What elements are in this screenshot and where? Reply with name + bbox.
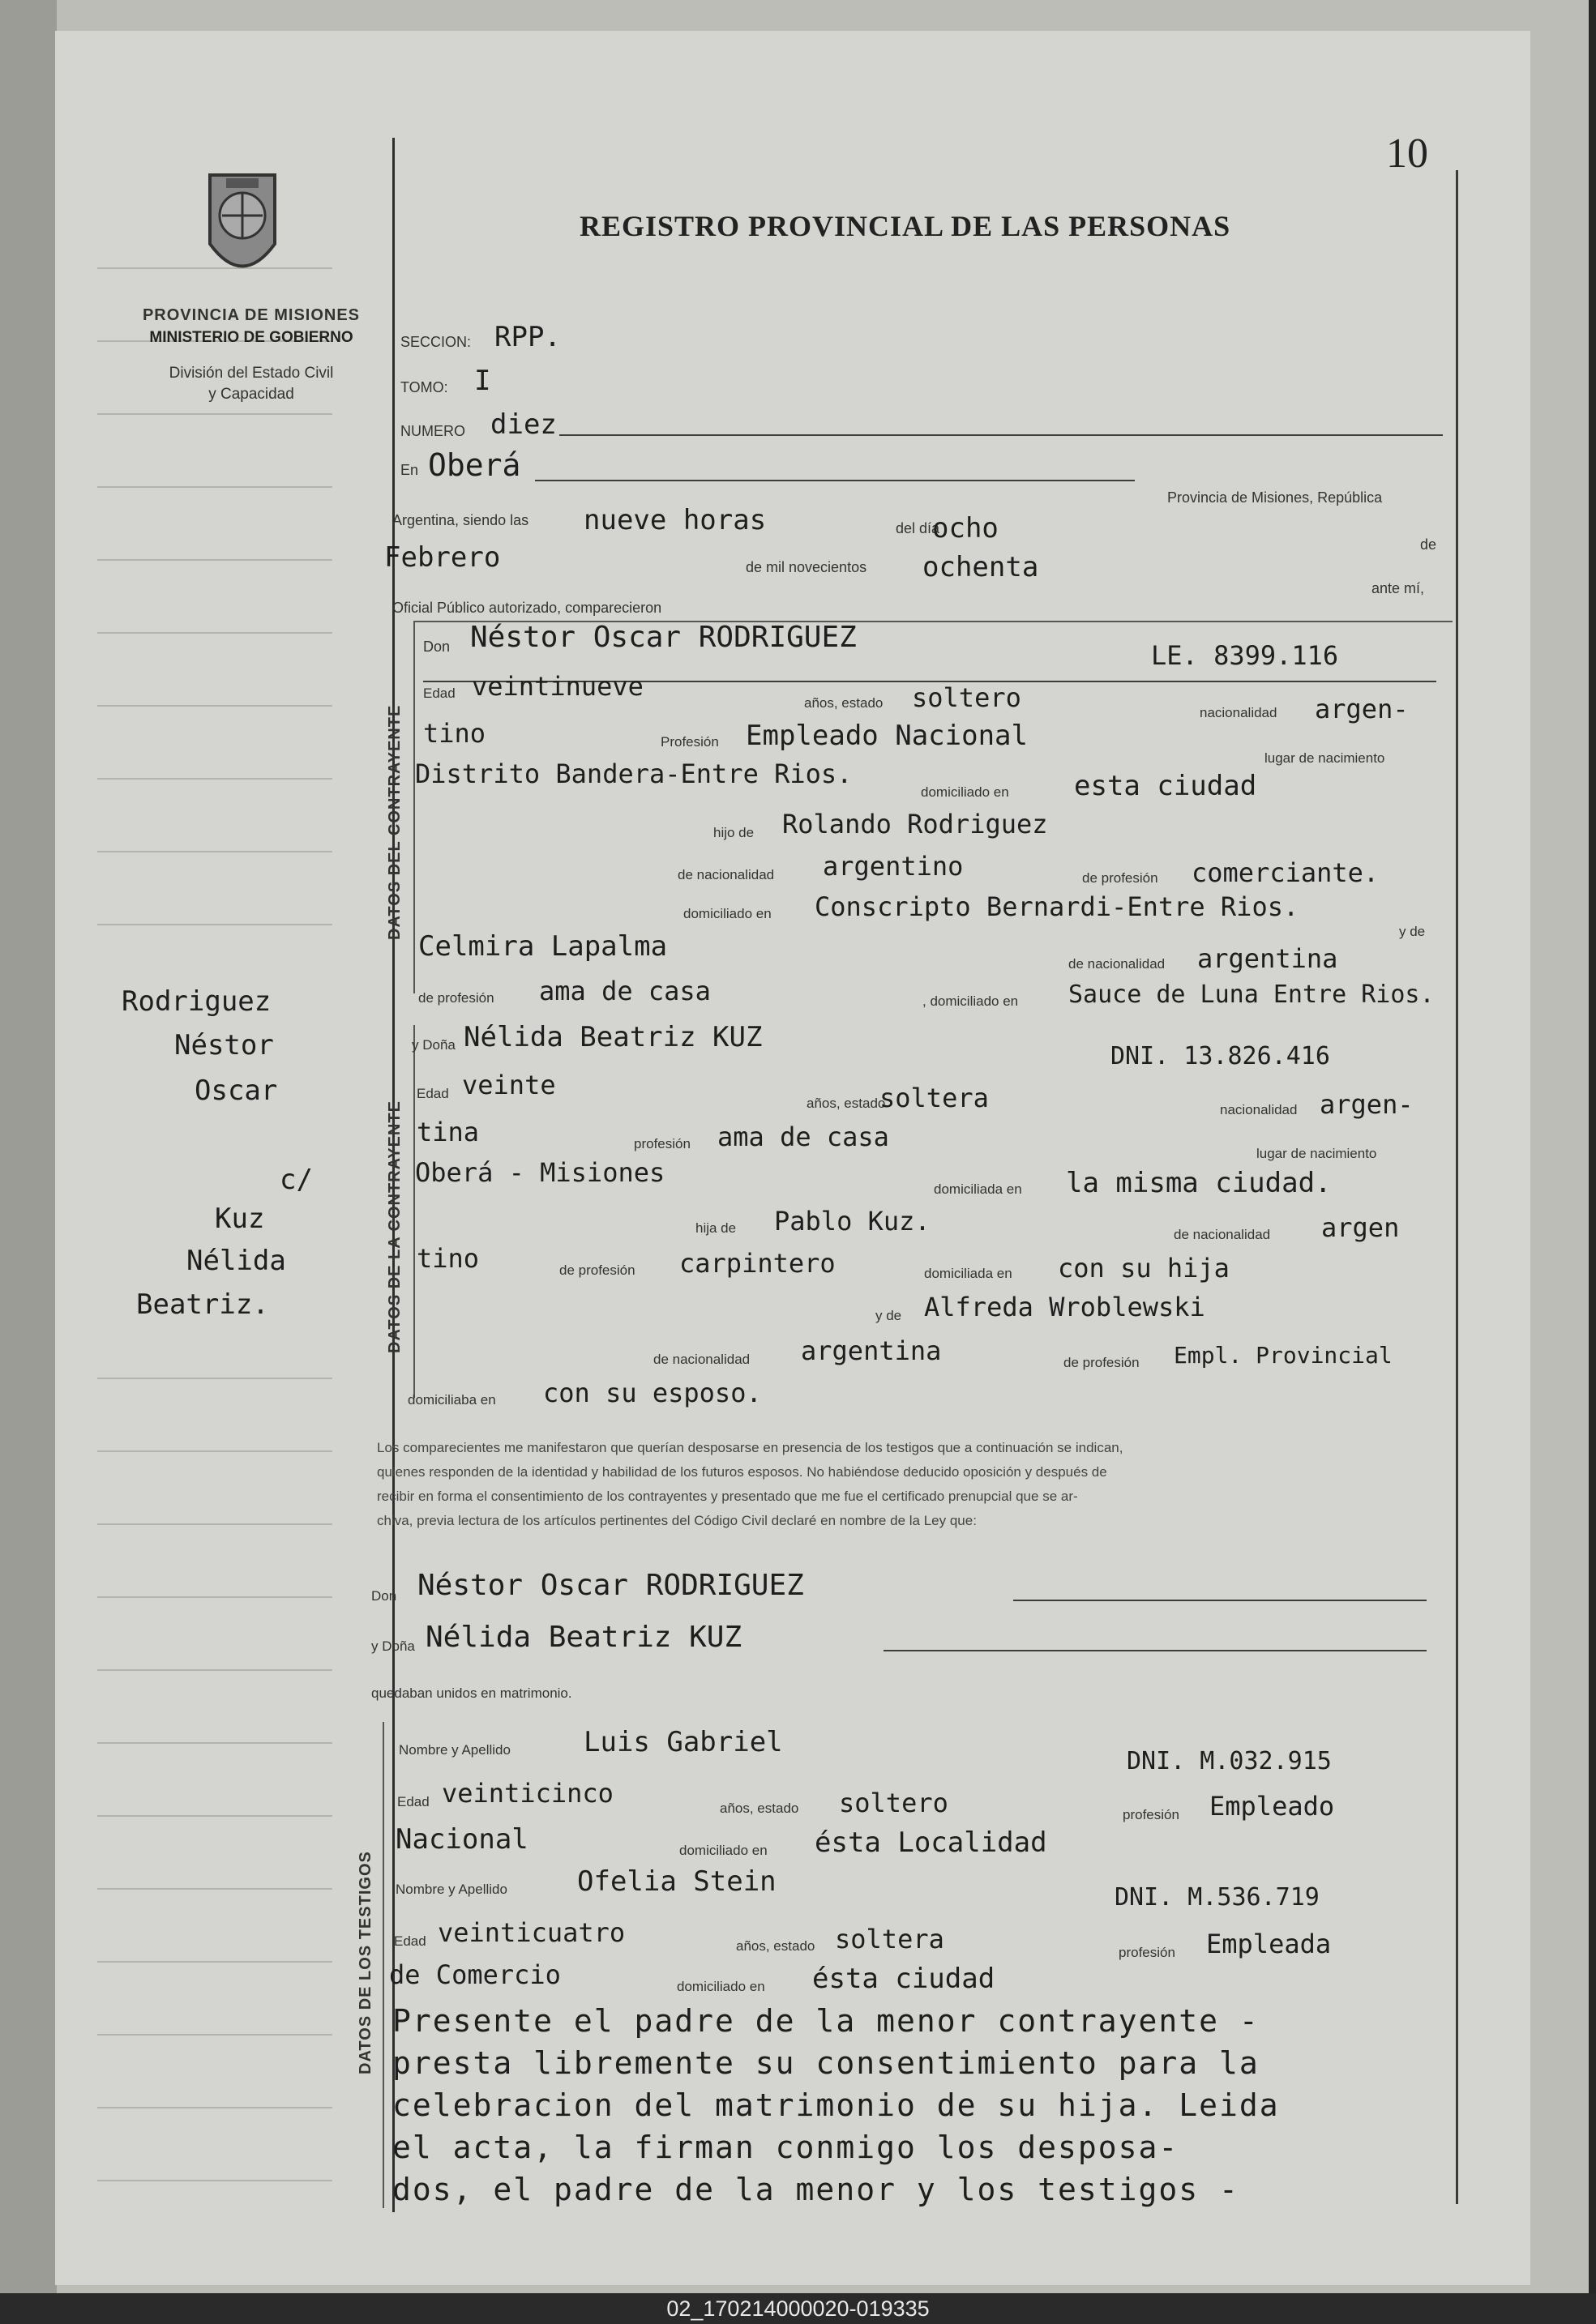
- t2-dom: ésta ciudad: [812, 1963, 995, 1995]
- testigos-side-label: DATOS DE LOS TESTIGOS: [357, 1851, 374, 2074]
- margin-note-7: Beatriz.: [136, 1288, 269, 1321]
- contrayenta-madre-prof: Empl. Provincial: [1174, 1342, 1393, 1369]
- domiciliada-label: domiciliada en: [934, 1181, 1022, 1197]
- division-label: División del Estado Civil: [169, 365, 334, 382]
- contrayenta-edad: veinte: [462, 1070, 556, 1100]
- de-mil-label: de mil novecientos: [746, 559, 867, 575]
- madre-prof-label-2: de profesión: [1063, 1355, 1140, 1370]
- contrayenta-padre-nac-2: tino: [417, 1243, 480, 1274]
- month-value: Febrero: [384, 541, 501, 574]
- de-prof-label-2: de profesión: [559, 1262, 635, 1278]
- numero-label: NUMERO: [400, 423, 465, 439]
- contrayenta-nac-2: tina: [417, 1117, 480, 1147]
- de-label: de: [1420, 536, 1437, 553]
- de-nac-label-2: de nacionalidad: [1174, 1227, 1271, 1242]
- edad-label-2: Edad: [417, 1086, 449, 1101]
- contrayente-edad: veintinueve: [472, 671, 644, 702]
- contrayente-side-label: DATOS DEL CONTRAYENTE: [386, 704, 404, 940]
- ante-mi: ante mí,: [1371, 580, 1425, 596]
- madre-nac-label-2: de nacionalidad: [653, 1352, 751, 1367]
- legal-line-2: quienes responden de la identidad y habilidad de los futuros esposos. No habiéndose deducido oposición y después de: [377, 1464, 1107, 1480]
- legal-line-1: Los comparecientes me manifestaron que querían desposarse en presencia de los testigos que a continuación se indican,: [377, 1440, 1123, 1455]
- madre-name: Celmira Lapalma: [418, 930, 668, 963]
- t1-dom: ésta Localidad: [815, 1826, 1047, 1859]
- margin-note-2: Néstor: [174, 1029, 274, 1062]
- nombre-label-2: Nombre y Apellido: [396, 1882, 507, 1897]
- contrayenta-name: Nélida Beatriz KUZ: [464, 1021, 763, 1053]
- dona-label: y Doña: [412, 1037, 456, 1053]
- contrayenta-padre-prof: carpintero: [679, 1248, 836, 1279]
- contrayente-name: Néstor Oscar RODRIGUEZ: [470, 621, 857, 654]
- del-dia: del día: [896, 520, 940, 536]
- de-prof-label: de profesión: [1082, 870, 1158, 886]
- lugar-label-2: lugar de nacimiento: [1256, 1146, 1377, 1161]
- nacionalidad-label: nacionalidad: [1200, 705, 1277, 720]
- margin-note-4: c/: [280, 1164, 313, 1196]
- padre-prof: comerciante.: [1192, 857, 1380, 888]
- note-line-5: dos, el padre de la menor y los testigos -: [392, 2172, 1239, 2207]
- tomo-label: TOMO:: [400, 379, 448, 395]
- en-label: En: [400, 462, 419, 478]
- contrayenta-padre-dom: con su hija: [1058, 1253, 1230, 1284]
- ministry-label: MINISTERIO DE GOBIERNO: [149, 329, 353, 346]
- edad-label-t1: Edad: [397, 1794, 430, 1809]
- t2-edad: veinticuatro: [438, 1917, 626, 1948]
- madre-dom: Sauce de Luna Entre Rios.: [1068, 980, 1435, 1009]
- contrayenta-padre: Pablo Kuz.: [774, 1206, 931, 1237]
- province-label: PROVINCIA DE MISIONES: [142, 306, 361, 324]
- contrayente-doc: LE. 8399.116: [1151, 640, 1339, 671]
- madre-nac-label: de nacionalidad: [1068, 956, 1166, 972]
- anos-estado-t1: años, estado: [720, 1801, 799, 1816]
- day-value: ocho: [932, 512, 999, 545]
- hija-label: hija de: [695, 1220, 737, 1236]
- en-value: Oberá: [428, 447, 521, 483]
- don-label: Don: [423, 639, 451, 655]
- contrayente-nac: argen-: [1315, 694, 1409, 724]
- madre-dom-label: , domiciliado en: [922, 993, 1019, 1009]
- union-dona-label: y Doña: [371, 1638, 415, 1654]
- t2-prof-2: de Comercio: [389, 1959, 561, 1990]
- madre-prof: ama de casa: [539, 976, 711, 1006]
- domiciliado-label-t2: domiciliado en: [677, 1979, 765, 1994]
- t2-doc: DNI. M.536.719: [1115, 1883, 1320, 1912]
- padre-dom-label: domiciliado en: [683, 906, 772, 921]
- division-label-2: y Capacidad: [208, 386, 294, 403]
- oficial-text: Oficial Público autorizado, comparecieron: [392, 600, 662, 616]
- edad-label: Edad: [423, 686, 456, 701]
- provincial-seal-icon: [198, 167, 287, 288]
- contrayenta-padre-nac: argen: [1321, 1212, 1400, 1243]
- contrayente-domicilio: esta ciudad: [1074, 770, 1257, 802]
- footer-id: 02_170214000020-019335: [0, 2293, 1596, 2324]
- t1-name: Luis Gabriel: [584, 1726, 783, 1758]
- nacionalidad-label-2: nacionalidad: [1220, 1102, 1298, 1117]
- tomo-value: I: [474, 365, 491, 397]
- t1-prof: Empleado: [1209, 1791, 1335, 1822]
- domiciliado-label-t1: domiciliado en: [679, 1843, 768, 1858]
- margin-note-5: Kuz: [215, 1203, 265, 1235]
- margin-note-3: Oscar: [195, 1074, 278, 1107]
- hour-value: nueve horas: [584, 504, 767, 536]
- nombre-label-1: Nombre y Apellido: [399, 1742, 511, 1758]
- contrayenta-lugar: Oberá - Misiones: [415, 1157, 665, 1188]
- anos-estado-t2: años, estado: [736, 1938, 815, 1954]
- contrayente-nac-2: tino: [423, 718, 486, 749]
- profesion-label-t2: profesión: [1119, 1945, 1175, 1960]
- contrayenta-madre: Alfreda Wroblewski: [924, 1292, 1205, 1322]
- t1-estado: soltero: [839, 1788, 948, 1818]
- note-line-1: Presente el padre de la menor contrayente -: [392, 2003, 1260, 2039]
- t1-prof-2: Nacional: [396, 1823, 528, 1856]
- t1-doc: DNI. M.032.915: [1127, 1747, 1332, 1775]
- margin-note-6: Nélida: [186, 1245, 286, 1277]
- padre-dom: Conscripto Bernardi-Entre Rios.: [815, 891, 1299, 922]
- y-de-2: y de: [875, 1308, 902, 1323]
- t2-name: Ofelia Stein: [577, 1865, 777, 1898]
- numero-value: diez: [490, 408, 557, 441]
- union-don-label: Don: [371, 1588, 397, 1604]
- padre-nac: argentino: [823, 851, 964, 882]
- contrayenta-nac: argen-: [1320, 1089, 1414, 1120]
- page-number: 10: [1386, 130, 1428, 177]
- union-don-name: Néstor Oscar RODRIGUEZ: [417, 1569, 804, 1602]
- profesion-label: Profesión: [661, 734, 719, 750]
- seccion-value: RPP.: [494, 321, 561, 353]
- y-de: y de: [1399, 924, 1426, 939]
- padre-dom-label-2: domiciliada en: [924, 1266, 1012, 1281]
- hijo-label: hijo de: [713, 825, 755, 840]
- union-dona-name: Nélida Beatriz KUZ: [426, 1621, 742, 1654]
- t1-edad: veinticinco: [442, 1778, 614, 1809]
- contrayenta-domicilio: la misma ciudad.: [1066, 1167, 1332, 1199]
- contrayenta-madre-dom: con su esposo.: [543, 1378, 762, 1408]
- t2-prof: Empleada: [1206, 1929, 1332, 1959]
- argentina-text: Argentina, siendo las: [392, 512, 529, 528]
- anos-estado-2: años, estado: [807, 1096, 886, 1111]
- note-line-4: el acta, la firman conmigo los desposa-: [392, 2130, 1179, 2165]
- book-edge: [0, 0, 57, 2293]
- contrayenta-doc: DNI. 13.826.416: [1110, 1042, 1330, 1070]
- profesion-label-2: profesión: [634, 1136, 691, 1151]
- contrayenta-estado: soltera: [879, 1083, 989, 1113]
- de-nac-label: de nacionalidad: [678, 867, 775, 882]
- madre-dom-label-2: domiciliaba en: [408, 1392, 496, 1408]
- legal-line-4: chiva, previa lectura de los artículos pertinentes del Código Civil declaré en nombre de la Ley que:: [377, 1513, 977, 1528]
- edad-label-t2: Edad: [394, 1933, 426, 1949]
- page-title: REGISTRO PROVINCIAL DE LAS PERSONAS: [580, 210, 1231, 242]
- contrayente-estado: soltero: [912, 682, 1021, 713]
- profesion-label-t1: profesión: [1123, 1807, 1179, 1822]
- madre-prof-label: de profesión: [418, 990, 494, 1006]
- madre-nac: argentina: [1197, 943, 1338, 974]
- form-right-border: [1456, 170, 1458, 2204]
- contrayenta-madre-nac: argentina: [801, 1335, 942, 1366]
- note-line-2: presta libremente su consentimiento para la: [392, 2045, 1260, 2081]
- contrayente-profesion: Empleado Nacional: [746, 720, 1028, 752]
- margin-note-1: Rodriguez: [122, 985, 272, 1018]
- lugar-label: lugar de nacimiento: [1264, 750, 1385, 766]
- year-value: ochenta: [922, 551, 1039, 583]
- domiciliado-label: domiciliado en: [921, 784, 1009, 800]
- note-line-3: celebracion del matrimonio de su hija. Leida: [392, 2087, 1280, 2123]
- contrayenta-side-label: DATOS DE LA CONTRAYENTE: [386, 1100, 404, 1353]
- contrayente-padre: Rolando Rodriguez: [782, 809, 1048, 839]
- contrayenta-profesion: ama de casa: [717, 1121, 889, 1152]
- seccion-label: SECCION:: [400, 334, 472, 350]
- t2-estado: soltera: [835, 1924, 944, 1954]
- provincia-text: Provincia de Misiones, República: [1167, 489, 1383, 506]
- quedaban-text: quedaban unidos en matrimonio.: [371, 1685, 572, 1701]
- anos-estado: años, estado: [804, 695, 884, 711]
- contrayente-lugar: Distrito Bandera-Entre Rios.: [415, 758, 853, 789]
- legal-line-3: recibir en forma el consentimiento de los contrayentes y presentado que me fue el certificado prenupcial que se ar-: [377, 1489, 1078, 1504]
